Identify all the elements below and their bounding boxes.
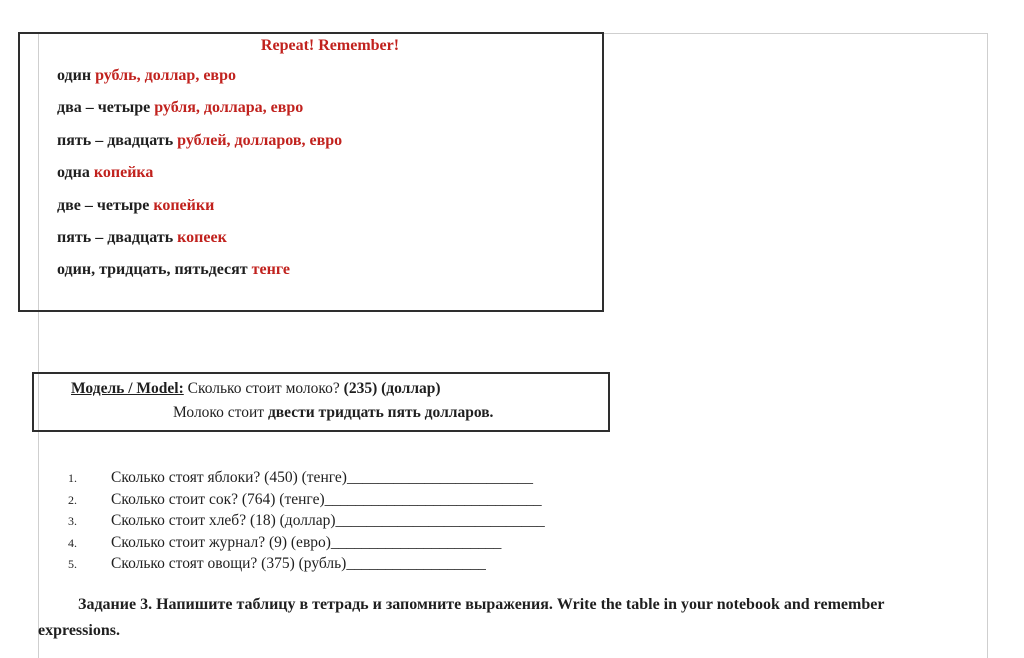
exercise-item (68, 553, 545, 575)
repeat-box-lines (20, 60, 602, 287)
line-red-text: рубля, доллара, евро (154, 99, 304, 117)
model-label: Модель / Model: (71, 380, 184, 397)
answer-blank[interactable]: ________________________ (346, 469, 533, 486)
repeat-box-title: Repeat! Remember! (260, 37, 400, 54)
model-question-line (34, 378, 608, 400)
line-black-text: одна (57, 164, 94, 182)
line-black-text: два – четыре (57, 99, 155, 117)
line-red-text: тенге (251, 261, 291, 279)
model-question-text: Сколько стоит молоко? (183, 380, 344, 397)
model-answer-text: Молоко стоит (173, 404, 268, 421)
item-question: Сколько стоят яблоки? (450) (тенге) (111, 469, 347, 486)
item-number: 3. (68, 514, 77, 529)
item-question: Сколько стоит сок? (764) (тенге) (111, 490, 325, 508)
answer-blank[interactable]: ___________________________ (335, 512, 545, 530)
line-red-text: копеек (177, 229, 227, 247)
model-question-bold: (235) (доллар) (343, 380, 441, 397)
currency-line (57, 60, 602, 92)
repeat-remember-box (18, 32, 604, 312)
item-number: 5. (68, 557, 77, 572)
line-black-text: один, тридцать, пятьдесят (57, 261, 252, 279)
task-instruction-line1: Задание 3. Напишите таблицу в тетрадь и запомните выражения. Write the table in your notebook and remember (78, 596, 885, 613)
item-question: Сколько стоит хлеб? (18) (доллар) (111, 512, 336, 530)
task-instruction-line2: expressions. (38, 622, 120, 639)
currency-line (57, 92, 602, 124)
line-red-text: рубль, доллар, евро (95, 67, 236, 84)
currency-line (57, 254, 602, 286)
task-instruction (38, 592, 963, 644)
line-black-text: две – четыре (57, 196, 154, 214)
answer-blank[interactable]: __________________ (346, 555, 486, 573)
line-red-text: рублей, долларов, евро (177, 131, 343, 149)
model-answer-bold: двести тридцать пять долларов. (267, 404, 494, 421)
answer-blank[interactable]: ______________________ (330, 533, 502, 551)
exercise-item (68, 467, 545, 489)
item-question: Сколько стоят овощи? (375) (рубль) (111, 555, 347, 573)
exercise-item (68, 489, 545, 511)
item-number: 4. (68, 535, 77, 550)
line-black-text: пять – двадцать (57, 131, 178, 149)
item-question: Сколько стоит журнал? (9) (евро) (111, 533, 331, 551)
currency-line (57, 222, 602, 254)
item-number: 2. (68, 492, 77, 507)
currency-line (57, 190, 602, 222)
model-example-box (32, 372, 610, 432)
exercise-item (68, 510, 545, 532)
line-red-text: копейка (93, 164, 154, 182)
exercise-list (68, 467, 545, 575)
model-answer-line (34, 402, 608, 424)
line-red-text: копейки (153, 196, 215, 214)
line-black-text: один (57, 67, 96, 84)
item-number: 1. (68, 471, 77, 485)
currency-line (57, 157, 602, 189)
answer-blank[interactable]: ____________________________ (324, 490, 542, 508)
currency-line (57, 125, 602, 157)
line-black-text: пять – двадцать (57, 229, 178, 247)
exercise-item (68, 532, 545, 554)
